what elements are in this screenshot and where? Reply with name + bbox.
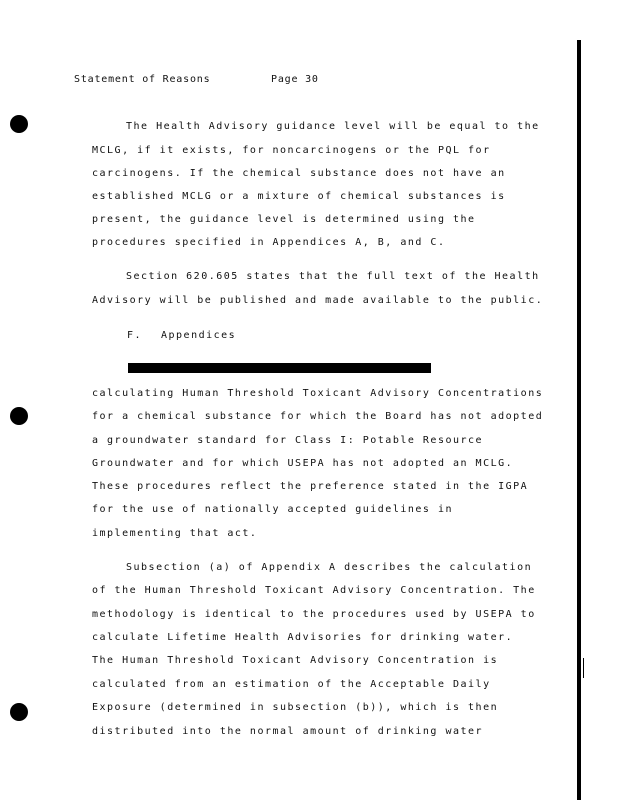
paragraph-line: calculating Human Threshold Toxicant Advisory Concentrations	[92, 388, 544, 399]
paragraph-line: methodology is identical to the procedures used by USEPA to	[92, 609, 536, 620]
paragraph-line: present, the guidance level is determined using the	[92, 214, 476, 225]
margin-tick-mark	[583, 658, 584, 678]
redaction-bar	[128, 363, 431, 373]
page-edge-bar	[577, 40, 581, 800]
paragraph-line: calculate Lifetime Health Advisories for drinking water.	[92, 632, 514, 643]
paragraph-line: a groundwater standard for Class I: Potable Resource	[92, 435, 484, 446]
punch-hole-middle	[10, 407, 28, 425]
section-title: Appendices	[161, 330, 237, 341]
paragraph-line: carcinogens. If the chemical substance does not have an	[92, 168, 506, 179]
paragraph-line: The Human Threshold Toxicant Advisory Concentration is	[92, 655, 499, 666]
paragraph-line: for the use of nationally accepted guidelines in	[92, 504, 453, 515]
page-number: Page 30	[271, 74, 319, 85]
paragraph-line: distributed into the normal amount of drinking water	[92, 726, 484, 737]
paragraph-line: implementing that act.	[92, 528, 258, 539]
paragraph-line: These procedures reflect the preference stated in the IGPA	[92, 481, 529, 492]
punch-hole-bottom	[10, 703, 28, 721]
paragraph-line: calculated from an estimation of the Acceptable Daily	[92, 679, 491, 690]
header-title: Statement of Reasons	[74, 74, 211, 85]
paragraph-line: procedures specified in Appendices A, B, and C.	[92, 237, 446, 248]
paragraph-line: Exposure (determined in subsection (b)), which is then	[92, 702, 499, 713]
punch-hole-top	[10, 115, 28, 133]
paragraph-line: Section 620.605 states that the full text of the Health	[126, 271, 540, 282]
paragraph-line: of the Human Threshold Toxicant Advisory Concentration. The	[92, 585, 536, 596]
paragraph-line: established MCLG or a mixture of chemical substances is	[92, 191, 506, 202]
paragraph-line: Subsection (a) of Appendix A describes the calculation	[126, 562, 533, 573]
paragraph-line: MCLG, if it exists, for noncarcinogens or the PQL for	[92, 145, 491, 156]
section-number: F.	[127, 330, 143, 341]
paragraph-line: Advisory will be published and made available to the public.	[92, 295, 544, 306]
paragraph-line: The Health Advisory guidance level will be equal to the	[126, 121, 540, 132]
paragraph-line: Groundwater and for which USEPA has not adopted an MCLG.	[92, 458, 514, 469]
paragraph-line: for a chemical substance for which the Board has not adopted	[92, 411, 544, 422]
